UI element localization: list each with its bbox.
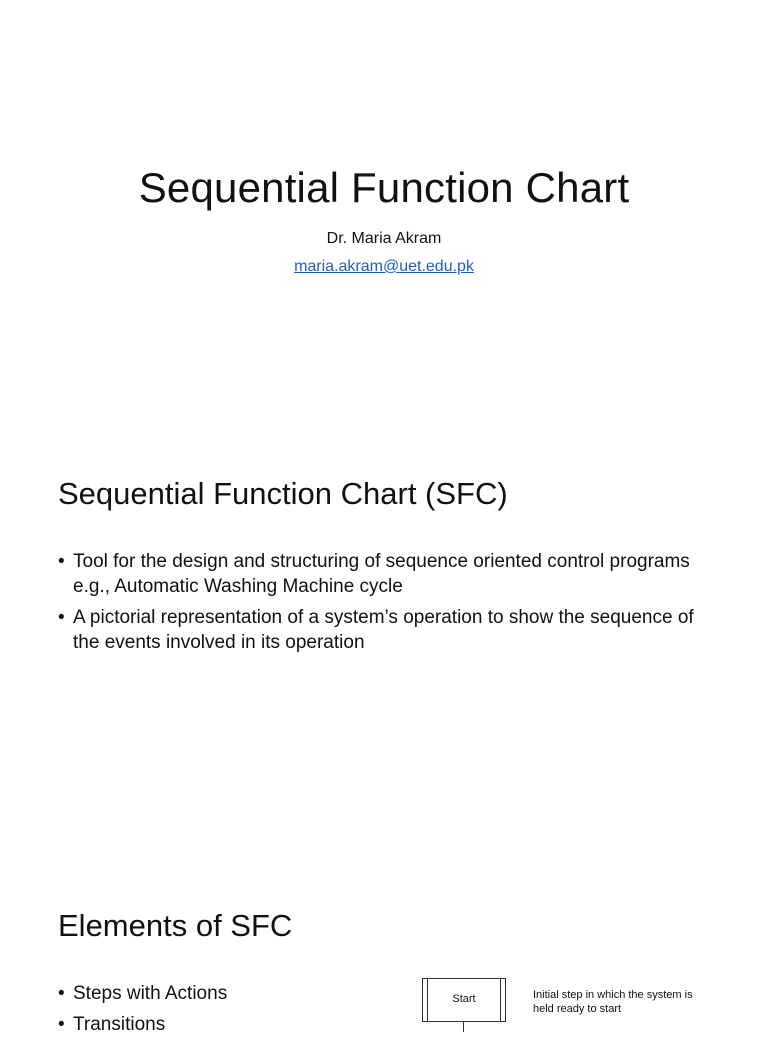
bullet-text: Transitions bbox=[73, 1014, 166, 1035]
bullet-text: Steps with Actions bbox=[73, 983, 228, 1004]
bullet-text: A pictorial representation of a system’s operation to show the sequence of the events involved in its operation bbox=[73, 607, 694, 653]
sfc-step-label: Start bbox=[452, 993, 476, 1005]
sfc-connector-line bbox=[463, 1022, 464, 1032]
presentation-title: Sequential Function Chart bbox=[138, 164, 630, 211]
title-slide bbox=[0, 0, 768, 432]
bullet-icon: • bbox=[58, 551, 65, 572]
sfc-step-annotation: Initial step in which the system is held ready to start bbox=[533, 989, 693, 1015]
list-item bbox=[58, 605, 698, 655]
bullet-icon: • bbox=[58, 983, 65, 1004]
list-item bbox=[58, 1012, 378, 1037]
sfc-elements-slide bbox=[0, 864, 768, 1035]
bullet-list bbox=[58, 549, 698, 661]
bullet-icon: • bbox=[58, 1014, 65, 1035]
bullet-text: Tool for the design and structuring of sequence oriented control programs e.g., Automatic Washing Machine cycle bbox=[73, 551, 690, 597]
list-item bbox=[58, 981, 378, 1006]
author-name: Dr. Maria Akram bbox=[326, 230, 442, 247]
slide-heading: Sequential Function Chart (SFC) bbox=[58, 476, 508, 511]
list-item bbox=[58, 549, 698, 599]
sfc-definition-slide bbox=[0, 432, 768, 864]
slide-heading: Elements of SFC bbox=[58, 908, 293, 943]
bullet-icon: • bbox=[58, 607, 65, 628]
author-email-link[interactable]: maria.akram@uet.edu.pk bbox=[294, 258, 474, 275]
bullet-list bbox=[58, 981, 378, 1043]
sfc-initial-step-box bbox=[422, 978, 506, 1022]
